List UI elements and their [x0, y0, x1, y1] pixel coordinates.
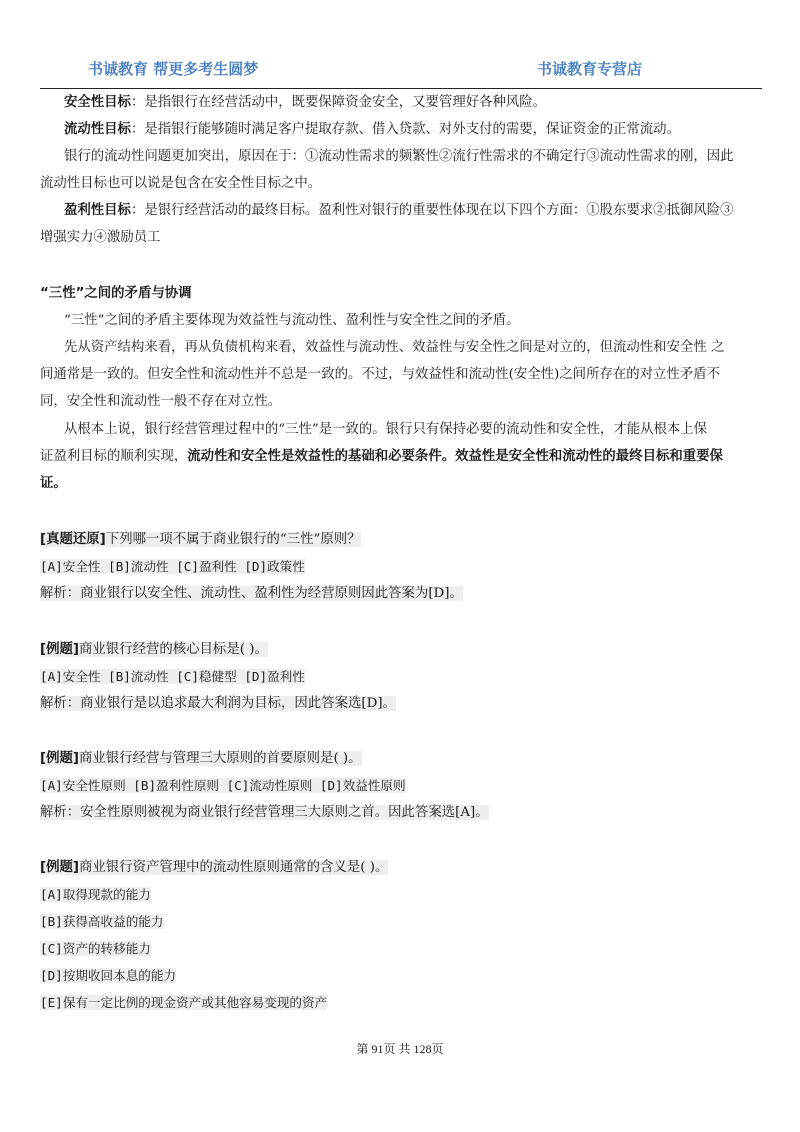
question-2-stem: [40, 640, 762, 660]
term-safety-goal: 安全性目标: [64, 95, 131, 110]
question-1-options: [A]安全性 [B]流动性 [C]盈利性 [D]政策性: [40, 559, 305, 574]
header-right-store: 书诚教育专营店: [536, 60, 642, 78]
question-3-analysis: 解析：安全性原则被视为商业银行经营管理三大原则之首。因此答案选[A]。: [40, 805, 489, 820]
question-4-option-d: [D]按期收回本息的能力: [40, 968, 177, 983]
paragraph-fundamental-line3: 证。: [40, 476, 67, 491]
question-3-options: [A]安全性原则 [B]盈利性原则 [C]流动性原则 [D]效益性原则: [40, 778, 406, 793]
paragraph-conflict: “三性”之间的矛盾主要体现为效益性与流动性、盈利性与安全性之间的矛盾。: [64, 313, 520, 328]
paragraph-liquidity-goal: [40, 120, 762, 140]
paragraph-structure-line1: 先从资产结构来看，再从负债机构来看，效益性与流动性、效益性与安全性之间是对立的，但流动性和安全性 之: [64, 340, 725, 355]
paragraph-fundamental-line1: 从根本上说，银行经营管理过程中的“三性”是一致的。银行只有保持必要的流动性和安全性，才能从根本上保: [64, 422, 708, 437]
text-profit-goal: ：是银行经营活动的最终目标。盈利性对银行的重要性体现在以下四个方面：①股东要求②抵御风险③: [130, 203, 734, 218]
question-4-option-c: [C]资产的转移能力: [40, 941, 151, 956]
question-4-option-e: [E]保有一定比例的现金资产或其他容易变现的资产: [40, 995, 328, 1010]
question-3-tag: [例题]: [40, 751, 80, 766]
term-liquidity-goal: 流动性目标: [64, 122, 131, 137]
question-4-option-b: [B]获得高收益的能力: [40, 914, 164, 929]
question-2-tag: [例题]: [40, 642, 80, 657]
term-profit-goal: 盈利性目标: [64, 203, 131, 218]
question-1-analysis: 解析：商业银行以安全性、流动性、盈利性为经营原则因此答案为[D]。: [40, 586, 463, 601]
question-2-analysis: 解析：商业银行是以追求最大利润为目标，因此答案选[D]。: [40, 696, 396, 711]
question-4-stem: [40, 858, 762, 878]
paragraph-liquidity-reason-line1: 银行的流动性问题更加突出，原因在于：①流动性需求的频繁性②流行性需求的不确定行③流动性需求的刚，因此: [64, 149, 734, 164]
text-liquidity-goal: ：是指银行能够随时满足客户提取存款、借入贷款、对外支付的需要，保证资金的正常流动。: [130, 122, 680, 137]
page-header: [40, 52, 762, 89]
paragraph-structure-line2: 间通常是一致的。但安全性和流动性并不总是一致的。不过，与效益性和流动性(安全性)之间所存在的对立性矛盾不: [40, 367, 720, 382]
question-1-text: 下列哪一项不属于商业银行的“三性”原则？: [105, 532, 361, 547]
paragraph-liquidity-reason-line2: 流动性目标也可以说是包含在安全性目标之中。: [40, 176, 322, 191]
text-safety-goal: ：是指银行在经营活动中，既要保障资金安全，又要管理好各种风险。: [130, 95, 547, 110]
question-1-stem: [40, 530, 762, 550]
question-4-tag: [例题]: [40, 860, 80, 875]
paragraph-profit-goal-line1: [40, 201, 762, 221]
paragraph-profit-goal-line2: 增强实力④激励员工: [40, 230, 161, 245]
question-3-stem: [40, 749, 762, 769]
page-number-footer: 第 91页 共 128页: [356, 1042, 444, 1056]
text-fundamental-plain: 证盈利目标的顺利实现，: [40, 449, 188, 464]
question-4-text: 商业银行资产管理中的流动性原则通常的含义是( )。: [79, 860, 389, 875]
question-2-text: 商业银行经营的核心目标是( )。: [79, 642, 268, 657]
question-2-options: [A]安全性 [B]流动性 [C]稳健型 [D]盈利性: [40, 669, 305, 684]
section-title: “三性”之间的矛盾与协调: [40, 286, 192, 301]
text-fundamental-bold: 流动性和安全性是效益性的基础和必要条件。效益性是安全性和流动性的最终目标和重要保: [187, 449, 723, 464]
paragraph-safety-goal: [40, 93, 762, 113]
question-1-tag: [真题还原]: [40, 532, 106, 547]
header-left-brand: 书诚教育 帮更多考生圆梦: [88, 60, 259, 78]
paragraph-fundamental-line2: [40, 447, 762, 467]
question-4-option-a: [A]取得现款的能力: [40, 887, 151, 902]
paragraph-structure-line3: 同，安全性和流动性一般不存在对立性。: [40, 394, 282, 409]
question-3-text: 商业银行经营与管理三大原则的首要原则是( )。: [79, 751, 362, 766]
